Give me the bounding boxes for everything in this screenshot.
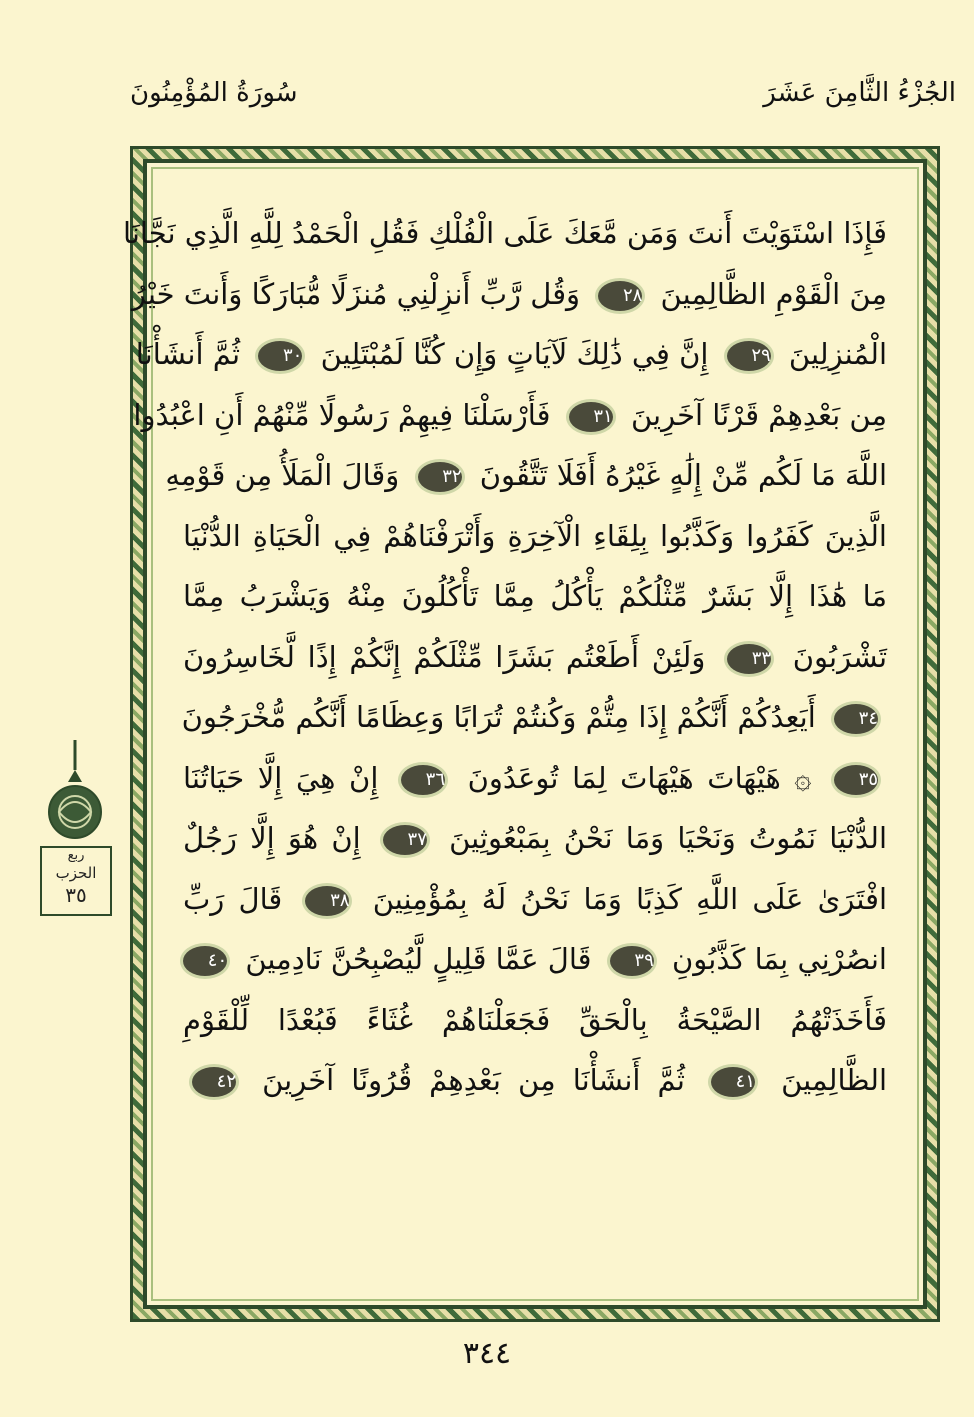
text-frame: [123, 159, 927, 1309]
verse-line: [165, 445, 887, 506]
hizb-ornament-icon: [40, 740, 110, 840]
verse-line: [183, 748, 887, 809]
verse-line: [131, 264, 887, 325]
hizb-number: ٣٥: [65, 883, 87, 907]
verse-text: مَا هَٰذَا إِلَّا بَشَرٌ مِّثْلُكُمْ يَأْكُلُ مِمَّا تَأْكُلُونَ مِنْهُ وَيَشْرَبُ مِمَّا: [183, 579, 887, 613]
verse-line: [183, 687, 887, 748]
hizb-label-hizb: الحزب: [55, 864, 97, 882]
verse-text: وَقُل رَّبِّ أَنزِلْنِي مُنزَلًا مُّبَارَكًا وَأَنتَ خَيْرُ: [131, 276, 581, 311]
ayah-number-marker: ٣٤: [831, 701, 881, 737]
ayah-number-marker: ٤٠: [180, 943, 230, 979]
verse-line: [183, 1050, 887, 1111]
ayah-number-marker: ٢٩: [724, 338, 774, 374]
verse-text: إِنْ هِيَ إِلَّا حَيَاتُنَا: [183, 760, 379, 795]
ayah-number-marker: ٤١: [708, 1064, 758, 1100]
verse-text: وَقَالَ الْمَلَأُ مِن قَوْمِهِ: [165, 458, 400, 492]
verse-line: [183, 627, 887, 688]
verse-text: الْمُنزِلِينَ: [788, 337, 887, 371]
verse-text: قَالَ رَبِّ: [183, 881, 283, 916]
verse-line: [183, 566, 887, 627]
verse-line: [183, 929, 887, 990]
ayah-number-marker: ٣٠: [255, 338, 305, 374]
ayah-number-marker: ٤٢: [189, 1064, 239, 1100]
verse-line: [183, 808, 887, 869]
ayah-number-marker: ٣٧: [380, 822, 430, 858]
verse-line: [183, 869, 887, 930]
surah-name-header: سُورَةُ المُؤْمِنُونَ: [130, 78, 298, 108]
verse-text: أَيَعِدُكُمْ أَنَّكُمْ إِذَا مِتُّمْ وَكُنتُمْ تُرَابًا وَعِظَامًا أَنَّكُم مُّخْرَجُونَ: [181, 700, 816, 734]
hizb-label-quarter: ربع: [67, 848, 85, 863]
page-number: ٣٤٤: [462, 1336, 512, 1371]
verse-line: [135, 324, 887, 385]
verse-line: [133, 385, 887, 446]
verse-text: الظَّالِمِينَ: [781, 1063, 888, 1097]
verse-text: انصُرْنِي بِمَا كَذَّبُونِ: [671, 942, 887, 976]
ayah-number-marker: ٣٩: [607, 943, 657, 979]
verse-text: ثُمَّ أَنشَأْنَا مِن بَعْدِهِمْ قُرُونًا آخَرِينَ: [262, 1063, 685, 1097]
verse-text: وَلَئِنْ أَطَعْتُم بَشَرًا مِّثْلَكُمْ إِنَّكُمْ إِذًا لَّخَاسِرُونَ: [183, 639, 706, 674]
juz-name-header: الجُزْءُ الثَّامِنَ عَشَرَ: [763, 78, 956, 108]
verse-text: ۞ هَيْهَاتَ هَيْهَاتَ لِمَا تُوعَدُونَ: [467, 760, 812, 795]
ayah-number-marker: ٢٨: [595, 278, 645, 314]
verse-text: الَّذِينَ كَفَرُوا وَكَذَّبُوا بِلِقَاءِ الْآخِرَةِ وَأَتْرَفْنَاهُمْ فِي الْحَيَاةِ الدُّنْيَا: [183, 518, 887, 553]
ayah-number-marker: ٣٢: [415, 459, 465, 495]
verse-text: قَالَ عَمَّا قَلِيلٍ لَّيُصْبِحُنَّ نَادِمِينَ: [245, 942, 592, 976]
ayah-number-marker: ٣٦: [398, 762, 448, 798]
verse-line: [183, 506, 887, 567]
verse-text-area: [123, 203, 888, 1265]
verse-text: تَشْرَبُونَ: [792, 639, 888, 674]
verse-text: مِنَ الْقَوْمِ الظَّالِمِينَ: [660, 276, 887, 311]
verse-text: مِن بَعْدِهِمْ قَرْنًا آخَرِينَ: [630, 397, 887, 432]
page-frame: [123, 146, 940, 1322]
verse-line: [123, 203, 887, 264]
verse-text: إِنَّ فِي ذَٰلِكَ لَآيَاتٍ وَإِن كُنَّا لَمُبْتَلِينَ: [320, 337, 709, 371]
verse-text: الدُّنْيَا نَمُوتُ وَنَحْيَا وَمَا نَحْنُ بِمَبْعُوثِينَ: [449, 821, 888, 855]
verse-text: ثُمَّ أَنشَأْنَا: [135, 337, 241, 371]
verse-text: إِنْ هُوَ إِلَّا رَجُلٌ: [183, 821, 361, 855]
verse-text: فَأَخَذَتْهُمُ الصَّيْحَةُ بِالْحَقِّ فَجَعَلْنَاهُمْ غُثَاءً فَبُعْدًا لِّلْقَوْمِ: [183, 1002, 887, 1037]
ayah-number-marker: ٣٥: [831, 762, 881, 798]
ayah-number-marker: ٣٨: [302, 883, 352, 919]
verse-text: افْتَرَىٰ عَلَى اللَّهِ كَذِبًا وَمَا نَحْنُ لَهُ بِمُؤْمِنِينَ: [372, 881, 888, 916]
verse-text: فَإِذَا اسْتَوَيْتَ أَنتَ وَمَن مَّعَكَ عَلَى الْفُلْكِ فَقُلِ الْحَمْدُ لِلَّهِ الَّذِي نَجَّانَا: [123, 216, 887, 250]
hizb-quarter-marker: [40, 846, 112, 916]
verse-text: فَأَرْسَلْنَا فِيهِمْ رَسُولًا مِّنْهُمْ أَنِ اعْبُدُوا: [133, 397, 551, 432]
ayah-number-marker: ٣٣: [724, 641, 774, 677]
verse-line: [183, 990, 887, 1051]
verse-text: اللَّهَ مَا لَكُم مِّنْ إِلَٰهٍ غَيْرُهُ أَفَلَا تَتَّقُونَ: [479, 458, 887, 492]
ayah-number-marker: ٣١: [566, 399, 616, 435]
